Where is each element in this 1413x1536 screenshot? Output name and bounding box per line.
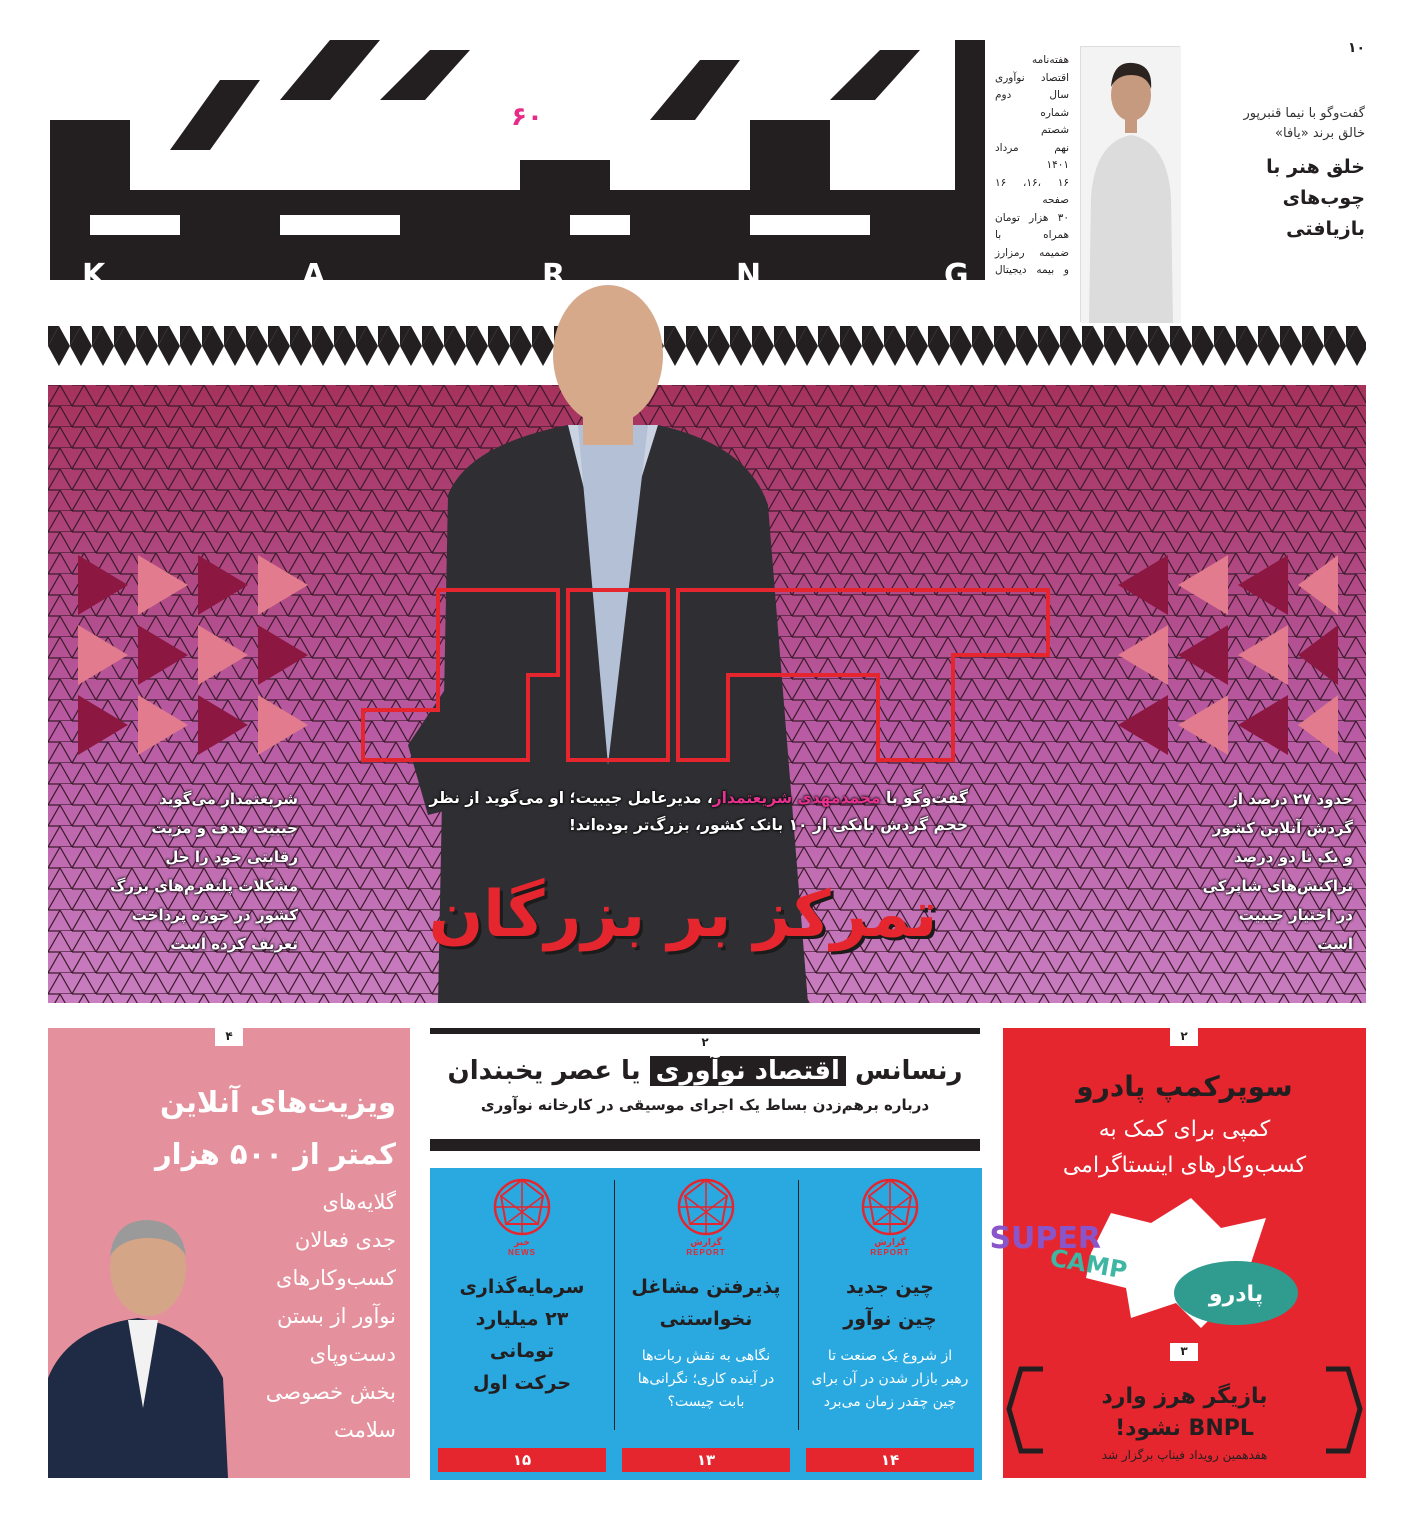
- headline-line: کمتر از ۵۰۰ هزار: [154, 1137, 396, 1171]
- column-body-line: رهبر بازار شدن در آن برای: [811, 1371, 969, 1387]
- body-line: بخش خصوصی: [265, 1380, 396, 1404]
- quote-line: کشور در حوزه پرداخت: [131, 906, 298, 924]
- info-line: صفحه: [1042, 194, 1069, 206]
- quote-line: و یک تا دو درصد: [1234, 848, 1353, 866]
- info-line: ۱۶ ،۱۶، ۱۶: [995, 176, 1069, 189]
- logo-letter-n: N: [736, 258, 762, 293]
- column-label: خبر: [514, 1238, 530, 1248]
- story-headline: [66, 1076, 396, 1180]
- column-label-en: NEWS: [508, 1248, 536, 1257]
- column-news-investment[interactable]: [430, 1168, 614, 1480]
- info-line: سال دوم: [995, 89, 1069, 101]
- column-title: [430, 1271, 614, 1399]
- headline-part: رنسانس: [854, 1056, 963, 1086]
- column-body-line: از شروع یک صنعت تا: [827, 1348, 953, 1364]
- page-number-tab: ۲: [691, 1028, 719, 1046]
- quote-line: تراکنش‌های شاپرکی: [1202, 877, 1353, 895]
- column-page-number: ۱۵: [438, 1448, 606, 1472]
- report-net-icon: [675, 1176, 737, 1238]
- info-line: ضمیمه رمزارز: [995, 246, 1069, 259]
- person-photo-icon: [1081, 47, 1181, 323]
- info-line: و بیمه دیجیتال: [995, 264, 1069, 276]
- column-body-line: در آینده کاری؛ نگرانی‌ها: [637, 1371, 775, 1387]
- info-line: شصتم: [1040, 124, 1069, 136]
- logo-letter-k: K: [82, 258, 106, 293]
- body-line: کسب‌وکارهای: [276, 1266, 396, 1290]
- logo-word-super: SUPER: [989, 1221, 1101, 1256]
- page-number-tab: ۴: [215, 1028, 243, 1046]
- masthead: [50, 40, 985, 330]
- body-line: کمپی برای کمک به: [1098, 1117, 1271, 1142]
- headline-line: ویزیت‌های آنلاین: [159, 1085, 396, 1119]
- mid-top-rule: [430, 1028, 980, 1034]
- page-number-tab: ۳: [1170, 1343, 1198, 1361]
- quote-line: در اختیار جیبیت: [1238, 906, 1353, 924]
- body-line: گلایه‌های: [322, 1190, 396, 1214]
- info-line: همراه با: [995, 229, 1069, 241]
- column-title: [614, 1271, 798, 1335]
- issue-number: ۶۰: [495, 85, 559, 149]
- body-line: جدی فعالان: [294, 1228, 396, 1252]
- column-report-china[interactable]: [798, 1168, 982, 1480]
- column-body: [614, 1345, 798, 1414]
- column-body: [798, 1345, 982, 1414]
- column-label-en: REPORT: [870, 1248, 910, 1257]
- info-line: ۳۰ هزار تومان: [995, 211, 1069, 224]
- story-innovation-renaissance[interactable]: [430, 1028, 980, 1151]
- quote-line: مشکلات پلتفرم‌های بزرگ: [110, 877, 298, 895]
- quote-line: است: [1317, 935, 1353, 953]
- column-divider: [798, 1180, 799, 1430]
- column-page-number: ۱۴: [806, 1448, 974, 1472]
- side-story-photo: [1080, 46, 1180, 322]
- cover-lede: [420, 785, 968, 839]
- info-line: هفته‌نامه: [1031, 54, 1069, 66]
- column-label-en: REPORT: [686, 1248, 726, 1257]
- info-line: شماره: [1040, 106, 1069, 119]
- story-body: [1003, 1112, 1366, 1184]
- side-story-headline-line: بازیافتی: [1286, 218, 1365, 240]
- right-triangle-cluster: [1118, 555, 1338, 755]
- column-title-line: نخواستنی: [659, 1308, 753, 1330]
- page-number-tab: ۲: [1170, 1028, 1198, 1046]
- column-body-line: بابت چیست؟: [667, 1394, 745, 1410]
- column-title-line: تومانی: [489, 1340, 555, 1362]
- cover-lede-prefix: گفت‌وگو با: [886, 789, 968, 807]
- quote-line: گردش آنلاین کشور: [1212, 819, 1353, 837]
- cover-lede-rest: ، مدیرعامل جیبیت؛ او می‌گوید از نظر حجم گردش بانکی از ۱۰ بانک کشور، بزرگ‌تر بوده‌اند!: [429, 789, 968, 834]
- quote-line: حدود ۲۷ درصد از: [1229, 790, 1353, 808]
- column-page-number: ۱۳: [622, 1448, 790, 1472]
- column-title-line: چین نوآور: [843, 1308, 937, 1330]
- triangle-pattern-band: [48, 326, 1366, 366]
- story-padro-supercamp[interactable]: [989, 1028, 1366, 1478]
- side-story[interactable]: [1190, 40, 1365, 245]
- logo-letter-a: A: [302, 258, 326, 293]
- column-title: [798, 1271, 982, 1335]
- masthead-logo: [50, 40, 985, 300]
- side-story-headline-line: خلق هنر با: [1266, 156, 1365, 178]
- column-title-line: چین جدید: [846, 1276, 934, 1298]
- column-body-line: چین چقدر زمان می‌برد: [823, 1394, 957, 1410]
- headline-boxed-part: اقتصاد نوآوری: [650, 1056, 846, 1086]
- column-report-jobs[interactable]: [614, 1168, 798, 1480]
- column-title-line: حرکت اول: [472, 1372, 572, 1394]
- cover-story[interactable]: [48, 385, 1366, 1003]
- cover-lede-name: محمدمهدی شریعتمدار: [712, 789, 881, 807]
- info-line: نهم مرداد: [995, 141, 1069, 154]
- body-line: سلامت: [334, 1418, 396, 1442]
- quote-line: جیبیت هدف و مزیت: [151, 819, 298, 837]
- issue-info: [995, 52, 1069, 280]
- logo-letter-r: R: [542, 258, 566, 293]
- column-divider: [614, 1180, 615, 1430]
- logo-word-camp: CAMP: [1047, 1243, 1130, 1285]
- quote-line: تعریف کرده است: [170, 935, 298, 953]
- body-line: دست‌وپای: [309, 1342, 396, 1366]
- column-body-line: نگاهی به نقش ربات‌ها: [641, 1348, 771, 1364]
- side-story-kicker-line: گفت‌وگو با نیما قنبرپور: [1243, 106, 1365, 121]
- side-story-page-number: ۱۰: [1347, 40, 1365, 56]
- column-title-line: پذیرفتن مشاغل: [631, 1276, 781, 1298]
- sub-story-headline: [1003, 1381, 1366, 1445]
- cover-quote-left: [73, 785, 298, 959]
- info-line: ۱۴۰۱: [1046, 159, 1069, 171]
- body-line: کسب‌وکارهای اینستاگرامی: [1062, 1153, 1307, 1178]
- news-net-icon: [491, 1176, 553, 1238]
- column-label: گزارش: [690, 1238, 722, 1248]
- report-net-icon: [859, 1176, 921, 1238]
- headline-line: BNPL نشود!: [1115, 1416, 1254, 1441]
- story-headline: [430, 1056, 980, 1086]
- logo-letter-g: G: [944, 258, 969, 293]
- column-label: گزارش: [874, 1238, 906, 1248]
- body-line: نوآور از بستن: [276, 1304, 396, 1328]
- sub-story-bnpl[interactable]: [1003, 1343, 1366, 1478]
- logo-brand-padro: پادرو: [1208, 1282, 1264, 1307]
- side-story-kicker-line: خالق برند «یافا»: [1275, 126, 1365, 141]
- headline-line: بازیگر هرز وارد: [1101, 1384, 1268, 1409]
- cover-headline: تمرکز بر بزرگان: [428, 878, 938, 952]
- side-story-headline-line: چوب‌های: [1282, 187, 1365, 209]
- story-headline: سوپرکمپ پادرو: [1076, 1070, 1293, 1103]
- headline-part: یا عصر یخبندان: [447, 1056, 641, 1086]
- quote-line: شریعتمدار می‌گوید: [159, 790, 298, 808]
- sub-story-body: هفدهمین رویداد فیناپ برگزار شد: [1101, 1448, 1268, 1462]
- quote-line: رقابتی خود را حل: [165, 848, 298, 866]
- supercamp-logo: [989, 1193, 1301, 1333]
- story-online-visits[interactable]: [48, 1028, 410, 1478]
- story-subtitle: درباره برهم‌زدن بساط یک اجرای موسیقی در کارخانه نوآوری: [480, 1096, 930, 1114]
- info-line: اقتصاد نوآوری: [995, 71, 1069, 84]
- person-photo-icon: [48, 1208, 228, 1478]
- cover-quote-right: [1153, 785, 1353, 959]
- side-story-kicker: [1190, 104, 1365, 144]
- side-story-headline: [1190, 152, 1365, 245]
- column-title-line: سرمایه‌گذاری: [459, 1276, 585, 1298]
- column-title-line: ۲۳ میلیارد: [475, 1308, 569, 1330]
